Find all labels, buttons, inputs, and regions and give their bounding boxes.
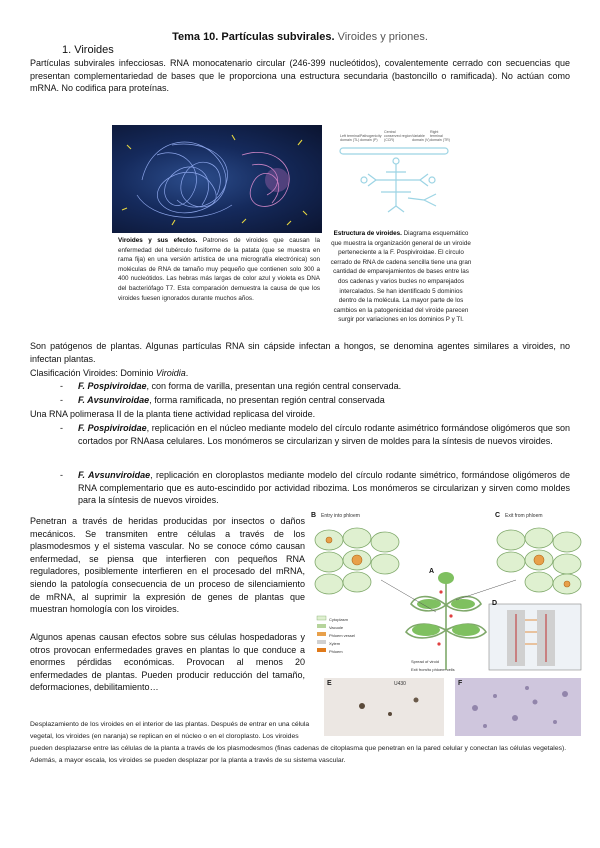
figure1-caption-bold: Viroides y sus efectos. — [118, 237, 198, 244]
family-name: F. Avsunviroidae — [78, 395, 150, 405]
viroid-structure-figure — [336, 128, 454, 216]
family-name: F. Avsunviroidae — [78, 470, 151, 480]
polymerase-paragraph: Una RNA polimerasa II de la planta tiene actividad replicasa del viroide. — [30, 409, 316, 419]
classification-domain: Viroidia — [155, 368, 186, 378]
effects-paragraph: Algunos apenas causan efectos sobre sus células hospedadoras y otros provocan enfermedades graves en plantas lo que conduce a enormes pérdidas económicas. Provocan al menos 20 enfermedades de plantas. Pueden producir reducción del tamaño, deformaciones, debilitamiento… — [30, 632, 305, 693]
panel-d-label: D — [492, 600, 498, 607]
classification-line — [30, 367, 570, 380]
title-bold: Tema 10. Partículas subvirales. — [172, 31, 335, 43]
classification-label: Clasificación Viroides: Dominio — [30, 368, 156, 378]
structure-label: Variable domain (V) — [412, 134, 430, 143]
panel-b-label: B — [311, 512, 317, 519]
replication-item: - F. Pospiviroidae, replicación en el núcleo mediante modelo del círculo rodante asimétrico formándose oligómeros que son cortados por RNAasa celulares. Los monómeros se circularizan y sirven de moldes para la síntesis de nuevos viroides. — [60, 423, 570, 446]
classification-end: . — [185, 368, 189, 378]
caption-spacer — [315, 719, 570, 743]
family-desc: , con forma de varilla, presentan una región central conservada. — [146, 381, 402, 391]
panel-c-label: C — [495, 512, 501, 519]
figure1-caption — [118, 236, 320, 303]
structure-domain-labels — [340, 130, 452, 143]
legend-item: Cytoplasm — [329, 617, 348, 622]
page-title — [0, 31, 600, 43]
legend-item: Xylem — [329, 641, 341, 646]
legend-spread: Spread of viroid — [411, 659, 440, 664]
replication-desc: , replicación en cloroplastos mediante modelo del círculo rodante simétrico, formándose oligómeros de RNA complementario que es auto-escindido por actividad ribozima. Los monómeros se circularizan y sirven como moldes para la síntesis de nuevos viroides. — [78, 470, 571, 506]
figure2-caption — [330, 229, 472, 325]
structure-label: Pathogenicity domain (P) — [360, 134, 382, 143]
structure-diagram — [336, 144, 454, 216]
structure-label: Left terminal domain (TL) — [340, 134, 360, 143]
final-caption-text: Desplazamiento de los viroides en el interior de las plantas. Después de entrar en una célula vegetal, los viroides (en naranja) se replican en el núcleo o en el cloroplasto. Los viroides pueden desplazarse entre las células de la planta a través de los plasmodesmos (finas cadenas de citoplasma que penetran en la pared celular y conectan las células vegetales). Además, a mayor escala, los viroides se pueden desplazar por la planta a través de su sistema vascular. — [30, 721, 567, 764]
title-rest: Viroides y priones. — [334, 31, 428, 43]
penetration-paragraph: Penetran a través de heridas producidas por insectos o daños mecánicos. Se transmiten entre células a través de los plasmodesmos y el sistema vascular. No se conoce cómo causan enfermedad, se piensa que interfieren con pequeños RNA reguladores, posiblemente interfieren en el procesado del mRNA, siendo la patología consecuencia de un proceso de silenciamiento de mRNA, al suprimir la expresión de genes de plantas que muestran homología con los viroides. — [30, 516, 305, 615]
panel-c-text: Exit from phloem — [505, 513, 543, 519]
figure2-caption-bold: Estructura de viroides. — [333, 230, 402, 237]
family-name: F. Pospiviroidae — [78, 423, 147, 433]
legend-item: Phloem vessel — [329, 633, 356, 638]
figure2-caption-text: Diagrama esquemático que muestra la organización general de un viroide perteneciente a la F. Pospiviroidae. El círculo cerrado de RNA de cadena sencilla tiene una gran cantidad de emparejamientos de bases entre las dos cadenas y varios bucles no emparejados intercalados. Se han identificado 5 dominios dentro de la molécula. La mayor parte de los cambios en la patogenicidad del viroide parecen surgir por variaciones en los dominios P y TI. — [330, 230, 472, 324]
legend-flow: Exit from/to phloem cells — [411, 667, 455, 672]
family-desc: , forma ramificada, no presentan región central conservada — [149, 395, 385, 405]
structure-label: Central conserved region (CCR) — [384, 130, 412, 143]
panel-f-label: F — [458, 680, 463, 687]
replication-item: - F. Avsunviroidae, replicación en cloroplastos mediante modelo del círculo rodante simétrico, formándose oligómeros de RNA complementario que es auto-escindido por actividad ribozima. Los monómeros se circularizan y sirven como moldes para la síntesis de nuevos viroides. — [60, 470, 571, 506]
section-heading: 1. Viroides — [62, 44, 114, 56]
panel-a-label: A — [429, 568, 435, 575]
final-caption — [30, 719, 570, 767]
panel-b-text: Entry into phloem — [321, 513, 360, 519]
classification-item: - F. Pospiviroidae, con forma de varilla, presentan una región central conservada. — [60, 381, 402, 391]
figure1-caption-text: Patrones de viroides que causan la enfermedad del tubérculo fusiforme de la patata (que se muestra en rama fija) en una versión artística de una micrografía electrónica) son moléculas de RNA de tamaño muy pequeño que contienen solo 300 a 400 nucleótidos. Las hebras más largas de color azul y violeta es DNA del bacteriófago T7. Esta comparación demuestra la causa de que los viroides fuesen ignorados durante muchos años. — [118, 237, 320, 302]
legend-item: Phloem — [329, 649, 343, 654]
replication-desc: , replicación en el núcleo mediante modelo del círculo rodante asimétrico formándose oligómeros que son cortados por RNAasa celulares. Los monómeros se circularizan y sirven de moldes para la síntesis de nuevos viroides. — [78, 423, 570, 446]
classification-item: - F. Avsunviroidae, forma ramificada, no presentan región central conservada — [60, 395, 385, 405]
figure3-legend — [329, 616, 355, 656]
micrograph-art — [112, 125, 322, 233]
pathogens-paragraph: Son patógenos de plantas. Algunas partículas RNA sin cápside infectan a hongos, se denomina agentes similares a viroides, no infectan plantas. — [30, 341, 570, 364]
family-name: F. Pospiviroidae — [78, 381, 147, 391]
viroid-micrograph-figure — [112, 125, 322, 233]
legend-item: Vacuole — [329, 625, 344, 630]
structure-label: Right terminal domain (TR) — [430, 130, 450, 143]
intro-paragraph: Partículas subvirales infecciosas. RNA monocatenario circular (246-399 nucleótidos), covalentemente cerrado con secuencias que presentan complementariedad de bases que le proporciona una estructura secundaria (bastoncillo o ramificada). No actúan como mRNA. No codifica para proteínas. — [30, 58, 570, 94]
viroid-movement-figure — [311, 512, 582, 678]
micro-label: U430 — [394, 681, 406, 687]
panel-e-label: E — [327, 680, 332, 687]
